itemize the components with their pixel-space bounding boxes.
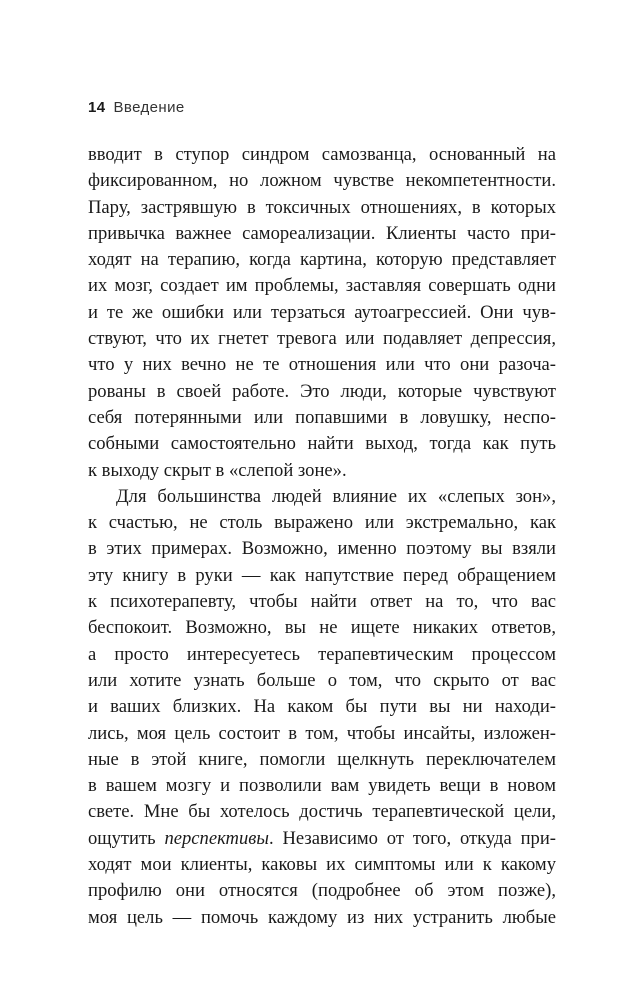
text-line: лись, моя цель состоит в том, чтобы инсайты, изложен-: [88, 722, 556, 744]
text-line: ные в этой книге, помогли щелкнуть переключателем: [88, 748, 556, 770]
text-line: эту книгу в руки — как напутствие перед обращением: [88, 564, 556, 586]
text-line: в вашем мозгу и позволили вам увидеть вещи в новом: [88, 775, 556, 797]
text-line: к психотерапевту, чтобы найти ответ на то, что вас: [88, 591, 556, 613]
text-line: свете. Мне бы хотелось достичь терапевтической цели,: [88, 801, 556, 823]
text-line: или хотите узнать больше о том, что скрыто от вас: [88, 669, 556, 691]
text-line: собными самостоятельно найти выход, тогда как путь: [88, 433, 556, 455]
text-line: рованы в своей работе. Это люди, которые чувствуют: [88, 380, 556, 402]
section-title: Введение: [113, 99, 185, 116]
emphasis-text: перспективы: [164, 827, 269, 849]
text-line: себя потерянными или попавшими в ловушку, неспо-: [88, 406, 556, 428]
text-line: вводит в ступор синдром самозванца, основанный на: [88, 144, 556, 165]
text-line: и те же ошибки или терзаться аутоагрессией. Они чув-: [88, 301, 556, 323]
text-line: беспокоит. Возможно, вы не ищете никаких ответов,: [88, 617, 556, 639]
text-line: фиксированном, но ложном чувстве некомпетентности.: [88, 170, 556, 192]
text-line: к счастью, не столь выражено или экстремально, как: [88, 512, 556, 534]
page-number: 14: [88, 99, 106, 116]
text-line: что у них вечно не те отношения или что они разоча-: [88, 354, 556, 376]
text-line: в этих примерах. Возможно, именно поэтому вы взяли: [88, 538, 556, 560]
paragraph: [88, 484, 556, 931]
text-line-with-emphasis: [88, 826, 556, 852]
text-line: ствуют, что их гнетет тревога или подавляет депрессия,: [88, 328, 556, 350]
text-line: а просто интересуетесь терапевтическим процессом: [88, 643, 556, 665]
body-text: [88, 142, 556, 931]
text-run: . Независимо от того, откуда при-: [268, 827, 556, 849]
running-head: [88, 99, 185, 116]
text-line: их мозг, создает им проблемы, заставляя совершать одни: [88, 275, 556, 297]
text-line: Для большинства людей влияние их «слепых зон»,: [116, 485, 556, 507]
text-run: ощутить: [88, 827, 165, 849]
paragraph: [88, 142, 556, 484]
text-line: ходят на терапию, когда картина, которую представляет: [88, 249, 556, 271]
text-line: к выходу скрыт в «слепой зоне».: [88, 459, 347, 481]
text-line: профилю они относятся (подробнее об этом позже),: [88, 880, 556, 902]
text-line: моя цель — помочь каждому из них устранить любые: [88, 906, 556, 928]
text-line: ходят мои клиенты, каковы их симптомы или к какому: [88, 854, 556, 876]
text-line: привычка важнее самореализации. Клиенты часто при-: [88, 222, 556, 244]
text-line: Пару, застрявшую в токсичных отношениях, в которых: [88, 196, 556, 218]
text-line: и ваших близких. На каком бы пути вы ни находи-: [88, 696, 556, 718]
